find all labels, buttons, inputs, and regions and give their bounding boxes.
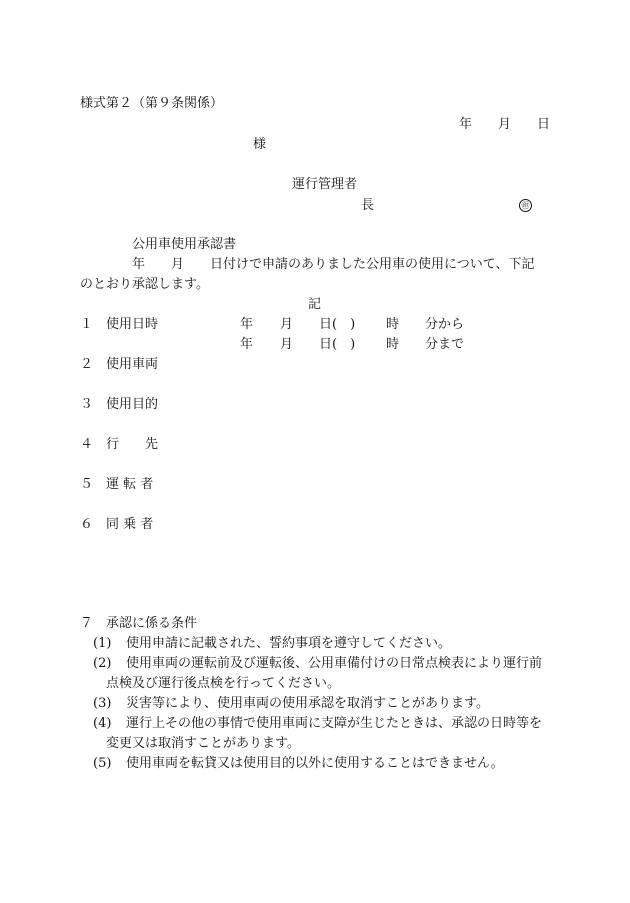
from-day: 日( ) (319, 317, 356, 332)
item-label: 使用日時 (106, 317, 159, 332)
condition-text: 使用申請に記載された、誓約事項を遵守してください。 (126, 636, 452, 651)
seal-icon: ㊞ (519, 199, 532, 212)
to-day: 日( ) (319, 337, 356, 352)
body-line-2: のとおり承認します。 (80, 277, 209, 292)
item-number: ６ (80, 517, 94, 532)
sender-position: 長 (361, 198, 375, 213)
item-number: ２ (80, 357, 94, 372)
condition-number: (4) (93, 716, 112, 731)
from-hour: 時 (386, 317, 400, 332)
to-hour: 時 (386, 337, 400, 352)
conditions-number: ７ (80, 616, 94, 631)
item-number: ３ (80, 397, 94, 412)
condition-text: 運行上その他の事情で使用車両に支障が生じたときは、承認の日時等を (126, 716, 543, 731)
body-line-1: 年 月 日付けで申請のありました公用車の使用について、下記 (132, 257, 535, 272)
sender-title: 運行管理者 (292, 177, 358, 192)
condition-text: 点検及び運行後点検を行ってください。 (106, 676, 341, 691)
form-number: 様式第２（第９条関係） (80, 96, 224, 111)
condition-number: (2) (93, 656, 112, 671)
item-number: ５ (80, 477, 94, 492)
condition-text: 災害等により、使用車両の使用承認を取消すことがあります。 (126, 696, 489, 711)
addressee-suffix: 様 (253, 137, 267, 152)
item-number: １ (80, 317, 94, 332)
condition-text: 変更又は取消すことがあります。 (106, 736, 300, 751)
to-month: 月 (280, 337, 294, 352)
date-line: 年 月 日 (459, 117, 551, 132)
from-year: 年 (240, 317, 254, 332)
from-month: 月 (280, 317, 294, 332)
item-label: 使用目的 (106, 397, 159, 412)
item-label: 同 乗 者 (106, 517, 154, 532)
condition-number: (1) (93, 636, 112, 651)
from-minute: 分から (425, 317, 465, 332)
condition-number: (3) (93, 696, 112, 711)
condition-text: 使用車両の運転前及び運転後、公用車備付けの日常点検表により運行前 (126, 656, 543, 671)
doc-title: 公用車使用承認書 (132, 237, 237, 252)
item-label: 行 先 (106, 437, 159, 452)
to-minute: 分まで (425, 337, 465, 352)
ki-label: 記 (308, 297, 322, 312)
item-label: 運 転 者 (106, 477, 154, 492)
to-year: 年 (240, 337, 254, 352)
conditions-heading: 承認に係る条件 (106, 616, 198, 631)
condition-text: 使用車両を転貸又は使用目的以外に使用することはできません。 (126, 756, 504, 771)
item-number: ４ (80, 437, 94, 452)
item-label: 使用車両 (106, 357, 159, 372)
condition-number: (5) (93, 756, 112, 771)
